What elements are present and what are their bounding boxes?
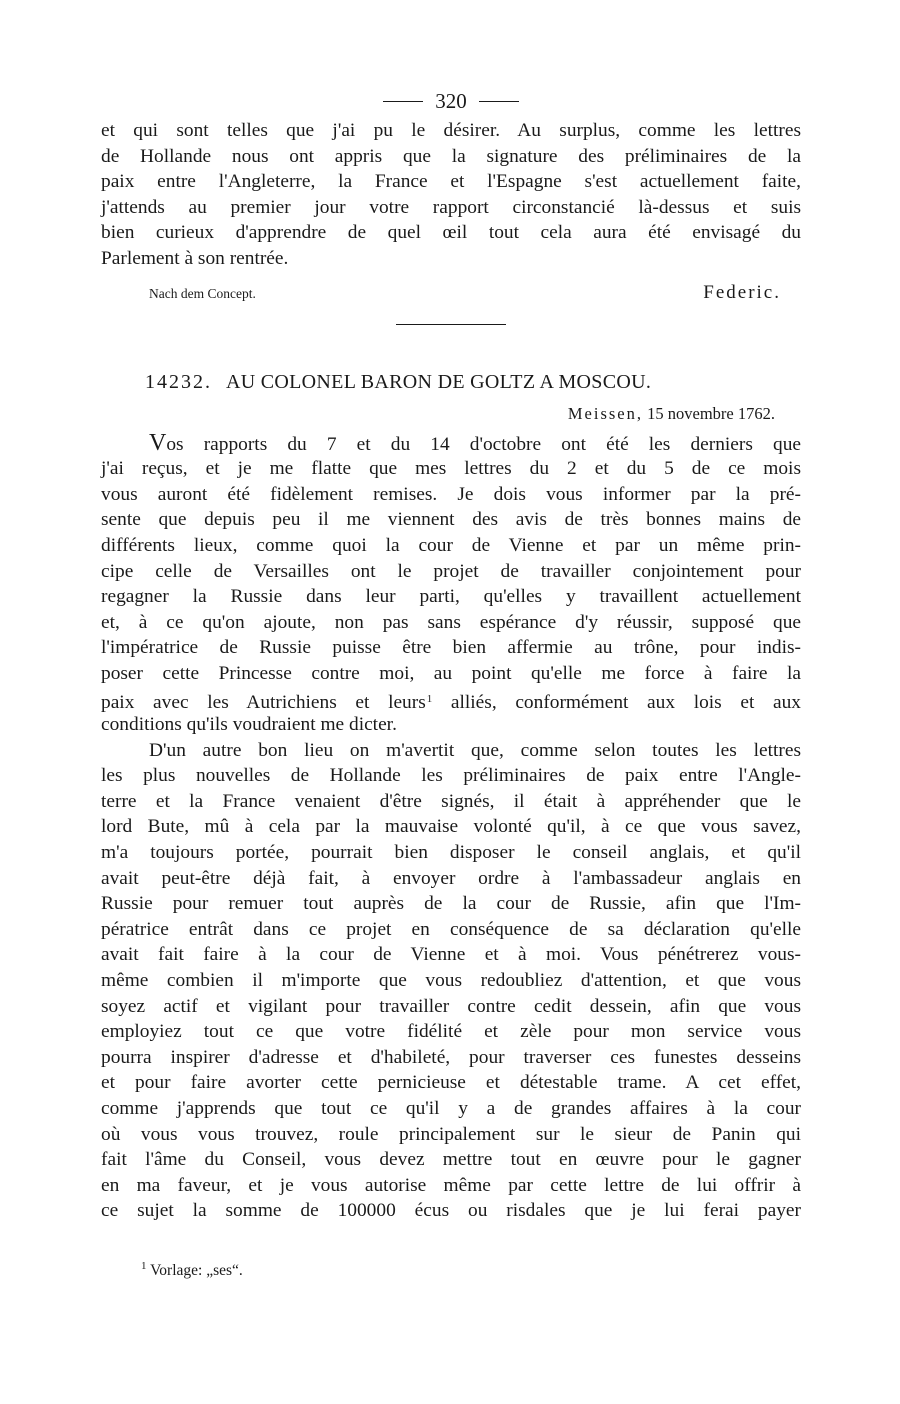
- text-line: comme j'apprends que tout ce qu'il y a de grandes affaires à la cour: [101, 1098, 801, 1119]
- text-span: os rapports du 7 et du 14 d'octobre ont été les derniers que: [166, 433, 801, 455]
- text-line: conditions qu'ils voudraient me dicter.: [101, 714, 397, 736]
- text-line: et pour faire avorter cette pernicieuse et détestable trame. A cet effet,: [101, 1072, 801, 1094]
- text-line: où vous vous trouvez, roule principalement sur le sieur de Panin qui: [101, 1123, 801, 1145]
- continuation-text: [101, 118, 801, 272]
- text-line: m'a toujours portée, pourrait bien disposer le conseil anglais, et qu'il: [101, 842, 801, 864]
- text-line: cipe celle de Versailles ont le projet de travailler conjointement pour: [101, 560, 801, 582]
- text-line: sente que depuis peu il me viennent des avis de très bonnes mains de: [101, 509, 801, 531]
- text-line: et, à ce qu'on ajoute, non pas sans espérance d'y réussir, supposé que: [101, 611, 801, 633]
- text-line: Russie pour remuer tout auprès de la cour de Russie, afin que l'Im-: [101, 893, 801, 915]
- page-header: [101, 84, 801, 118]
- letter-separator: [396, 324, 506, 325]
- text-line: poser cette Princesse contre moi, au point qu'elle me force à faire la: [101, 662, 801, 684]
- letter-place: Meissen,: [567, 403, 644, 423]
- text-line: [101, 431, 801, 457]
- text-line: D'un autre bon lieu on m'avertit que, comme selon toutes les lettres: [149, 739, 801, 761]
- text-line: ce sujet la somme de 100000 écus ou risdales que je lui ferai payer: [101, 1200, 801, 1222]
- signature: Federic.: [703, 281, 781, 303]
- text-line: en ma faveur, et je vous autorise même par cette lettre de lui offrir à: [101, 1174, 801, 1196]
- footnote-marker: 1: [426, 692, 433, 705]
- text-line: [101, 687, 801, 713]
- letter-title: AU COLONEL BARON DE GOLTZ A MOSCOU.: [226, 370, 652, 393]
- text-line: de Hollande nous ont appris que la signature des préliminaires de la: [101, 145, 801, 167]
- footnote-number: 1: [141, 1260, 147, 1272]
- footnote: [140, 1260, 243, 1280]
- header-dash-right: [479, 101, 519, 102]
- concept-note: Nach dem Concept.: [149, 285, 256, 301]
- text-line: différents lieux, comme quoi la cour de Vienne et par un même prin-: [101, 534, 801, 556]
- text-line: l'impératrice de Russie puisse être bien affermie au trône, pour indis-: [101, 637, 801, 659]
- document-page: [101, 84, 801, 1224]
- text-line: Parlement à son rentrée.: [101, 247, 289, 269]
- place-date: [101, 401, 801, 427]
- letter-body: [101, 431, 801, 1224]
- text-line: j'attends au premier jour votre rapport circonstancié là-dessus et suis: [101, 196, 801, 218]
- text-line: lord Bute, mû à cela par la mauvaise volonté qu'il, à ce que vous savez,: [101, 816, 801, 838]
- text-line: paix entre l'Angleterre, la France et l'Espagne s'est actuellement faite,: [101, 171, 801, 193]
- initial-letter: V: [149, 429, 167, 456]
- text-line: employiez tout ce que votre fidélité et zèle pour mon service vous: [101, 1021, 801, 1043]
- text-span: alliés, conformément aux lois et aux: [432, 691, 801, 713]
- text-line: soyez actif et vigilant pour travailler contre cedit dessein, afin que vous: [101, 995, 801, 1017]
- text-line: regagner la Russie dans leur parti, qu'elles y travaillent actuellement: [101, 586, 801, 608]
- text-line: bien curieux d'apprendre de quel œil tout cela aura été envisagé du: [101, 222, 801, 244]
- text-line: et qui sont telles que j'ai pu le désirer. Au surplus, comme les lettres: [101, 120, 801, 141]
- closing-row: [101, 282, 801, 312]
- text-span: paix avec les Autrichiens et leurs: [101, 691, 426, 713]
- text-line: pourra inspirer d'adresse et d'habileté, pour traverser ces funestes desseins: [101, 1046, 801, 1068]
- letter-number: 14232.: [145, 370, 212, 393]
- text-line: j'ai reçus, et je me flatte que mes lettres du 2 et du 5 de ce mois: [101, 458, 801, 480]
- text-line: pératrice entrât dans ce projet en conséquence de sa déclaration qu'elle: [101, 918, 801, 940]
- text-line: terre et la France venaient d'être signés, il était à appréhender que le: [101, 790, 801, 812]
- letter-date: 15 novembre 1762.: [647, 403, 775, 423]
- header-dash-left: [383, 101, 423, 102]
- page-number: 320: [435, 88, 467, 113]
- text-line: avait fait faire à la cour de Vienne et à moi. Vous pénétrerez vous-: [101, 944, 801, 966]
- footnote-text: Vorlage: „ses“.: [150, 1262, 243, 1279]
- text-line: même combien il m'importe que vous redoubliez d'attention, et que vous: [101, 970, 801, 992]
- letter-heading: [101, 371, 801, 401]
- text-line: les plus nouvelles de Hollande les préliminaires de paix entre l'Angle-: [101, 765, 801, 787]
- text-line: vous auront été fidèlement remises. Je dois vous informer par la pré-: [101, 483, 801, 505]
- text-line: fait l'âme du Conseil, vous devez mettre tout en œuvre pour le gagner: [101, 1149, 801, 1171]
- text-line: avait peut-être déjà fait, à envoyer ordre à l'ambassadeur anglais en: [101, 867, 801, 889]
